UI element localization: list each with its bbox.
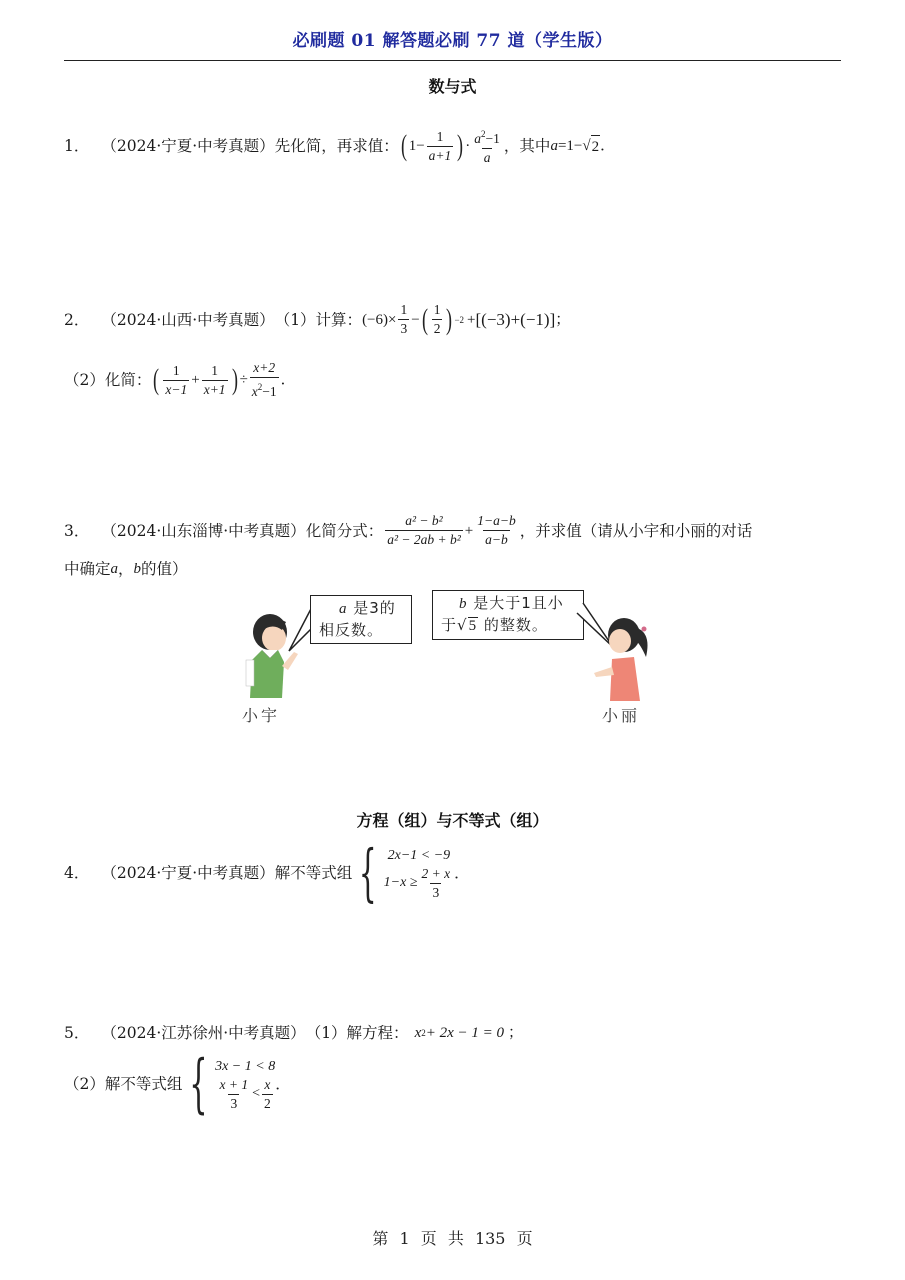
equation: x 2 + 2x − 1 = 0 ； (414, 1025, 524, 1041)
inequality-system: 3x − 1 < 8 $\frac{x + 1}{3}$ < $\frac{x}{2}$ (215, 1058, 276, 1111)
fraction: $\frac{a^2-1}{a}$ (474, 129, 500, 165)
inequality-system: 2x−1 < −9 1−x ≥ $\frac{2 + x}{3}$ (383, 847, 451, 900)
problem-number: 5． (64, 1024, 90, 1042)
dialogue-figure (230, 585, 680, 735)
problem-3: 3． （2024·山东淄博·中考真题） 化简分式： $\frac{\text{a² − b²}}{\text{a² − 2ab + b²}}$ + $\frac{1-a-b}{a-b}$ ，并求值（请从小宇和小丽的对话 (64, 513, 753, 547)
section-title-equations-and-inequalities: 方程（组）与不等式（组） (356, 811, 549, 830)
part-label: （2）化简： (64, 371, 152, 389)
math-expression: $\frac{\text{a² − b²}}{\text{a² − 2ab + b²}}$ + $\frac{1-a-b}{a-b}$ (387, 513, 516, 547)
problem-source: （2024·宁夏·中考真题） (101, 864, 275, 882)
math-expression: ( 1− $\frac{1}{a+1}$ ) · $\frac{a^2-1}{a}$ (399, 126, 504, 166)
fraction: $\frac{1}{3}$ (400, 302, 408, 336)
problem-text: 化简分式： (305, 521, 384, 540)
section-title-numbers-and-expressions: 数与式 (428, 77, 477, 96)
page-number-footer: 第 1 页 共 135 页 (372, 1229, 533, 1248)
fraction: $\frac{1}{x-1}$ (165, 362, 188, 397)
fraction: $\frac{1-a-b}{a-b}$ (477, 513, 516, 547)
part-label: （1）解方程： (305, 1024, 409, 1042)
problem-number: 4． (64, 864, 90, 882)
math-expression: ( $\frac{1}{x-1}$ + $\frac{1}{x+1}$ ) ÷ $\frac{x+2}{x^2-1}$ ． (153, 360, 296, 399)
fraction: $\frac{1}{a+1}$ (428, 128, 452, 163)
fraction: $\frac{1}{2}$ (433, 302, 441, 336)
problem-3-line-2: 中确定 a ， b 的值） (64, 560, 188, 578)
fraction: $\frac{\text{a² − b²}}{\text{a² − 2ab + b²}}$ (387, 513, 461, 547)
document-header-title: 必刷题 01 解答题必刷 77 道（学生版） (292, 31, 613, 51)
problem-source: （2024·山东淄博·中考真题） (101, 521, 306, 540)
problem-number: 1． (64, 137, 90, 155)
problem-source: （2024·山西·中考真题） (101, 310, 275, 329)
problem-1: 1． （2024·宁夏·中考真题） 先化简，再求值： ( 1− $\frac{1}{a+1}$ ) · $\frac{a^2-1}{a}$ ，其中 a =1− √ 2 ． (64, 126, 615, 166)
problem-source: （2024·宁夏·中考真题） (101, 137, 275, 155)
girl-illustration-icon (590, 613, 670, 703)
problem-5-part-2: （2）解不等式组 { 3x − 1 < 8 $\frac{x + 1}{3}$ < $\frac{x}{2}$ ． (64, 1047, 291, 1121)
speech-bubble-xiaoli: b 是大于1且小 于√5 的整数。 (432, 590, 584, 640)
problem-text: 解不等式组 (274, 864, 353, 882)
problem-2-part-2 (64, 360, 296, 400)
left-brace-icon: { (189, 1047, 208, 1121)
character-label-xiaoli: 小丽 (602, 706, 641, 725)
speech-bubble-xiaoyu: a 是3的 相反数。 (310, 595, 412, 644)
problem-2 (64, 302, 570, 337)
header-divider (64, 60, 841, 61)
part-label: （1）计算： (274, 310, 363, 329)
problem-text: 先化简，再求值： (274, 137, 399, 155)
part-label: （2）解不等式组 (64, 1075, 183, 1093)
problem-4: 4． （2024·宁夏·中考真题） 解不等式组 { 2x−1 < −9 1−x ≥ $\frac{2 + x}{3}$ ． (64, 836, 470, 909)
problem-number: 2． (64, 310, 90, 329)
problem-source: （2024·江苏徐州·中考真题） (101, 1024, 306, 1042)
character-label-xiaoyu: 小宇 (242, 706, 281, 725)
left-brace-icon: { (359, 836, 377, 909)
condition: a =1− √ 2 ． (550, 135, 615, 158)
problem-5 (64, 1022, 523, 1044)
math-expression: (−6)× $\frac{1}{3}$ − ( $\frac{1}{2}$ ) −2 + [(−3)+(−1)] ； (362, 302, 571, 336)
fraction: $\frac{1}{x+1}$ (203, 362, 226, 397)
problem-number: 3． (64, 521, 90, 540)
fraction: $\frac{x+2}{x^2-1}$ (251, 360, 277, 399)
